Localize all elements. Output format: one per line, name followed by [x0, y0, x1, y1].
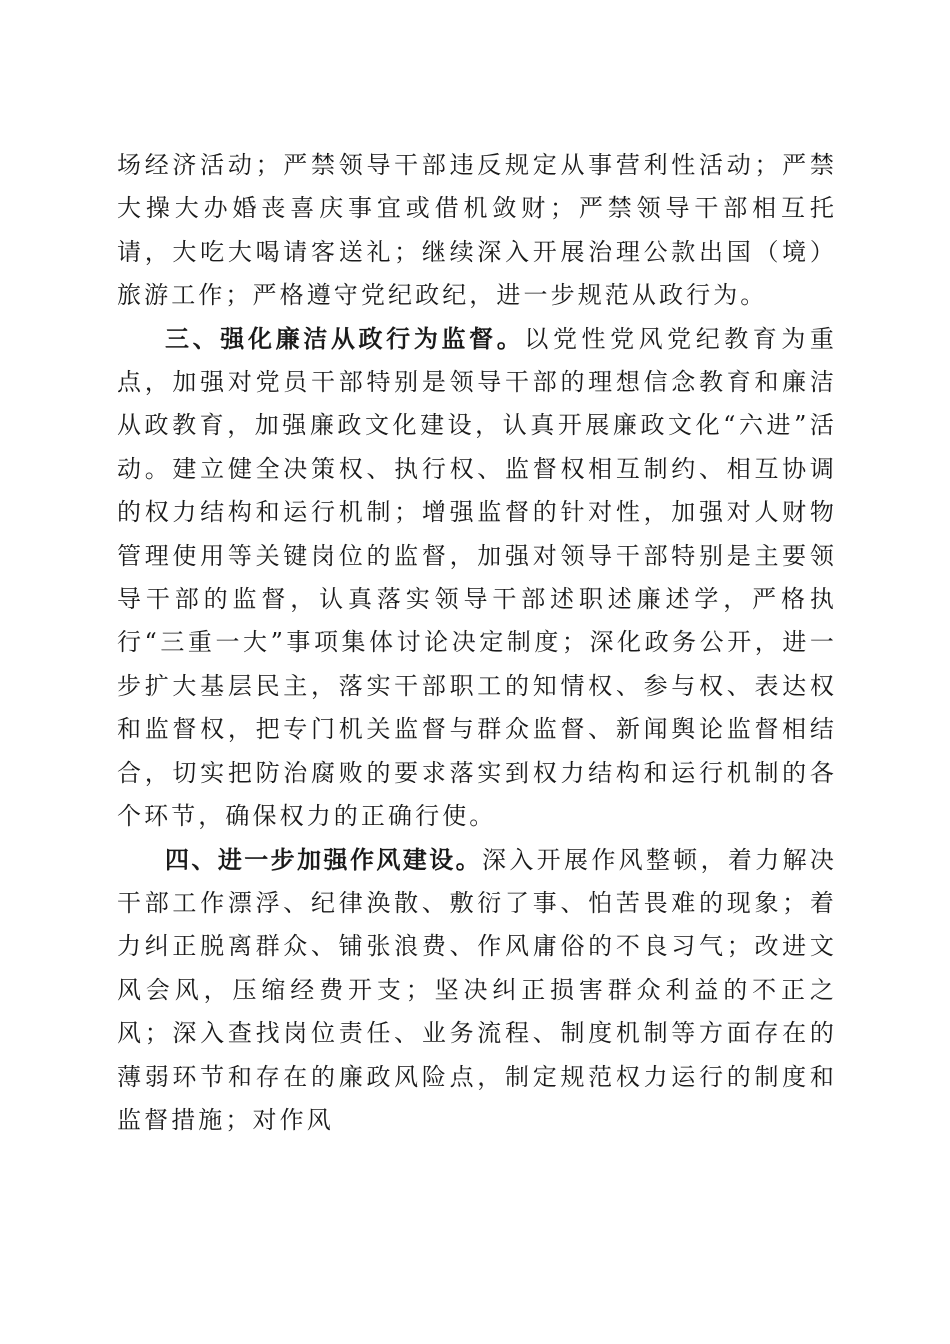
section-heading: 三、强化廉洁从政行为监督。: [165, 324, 525, 353]
paragraph-section-three: [117, 318, 837, 839]
paragraph-body-text: 深入开展作风整顿，着力解决干部工作漂浮、纪律涣散、敷衍了事、怕苦畏难的现象；着力纠正脱离群众、铺张浪费、作风庸俗的不良习气；改进文风会风，压缩经费开支；坚决纠正损害群众利益的不正之风；深入查找岗位责任、业务流程、制度机制等方面存在的薄弱环节和存在的廉政风险点，制定规范权力运行的制度和监督措施；对作风: [117, 845, 837, 1134]
paragraph-body-text: 以党性党风党纪教育为重点，加强对党员干部特别是领导干部的理想信念教育和廉洁从政教育，加强廉政文化建设，认真开展廉政文化“六进”活动。建立健全决策权、执行权、监督权相互制约、相互协调的权力结构和运行机制；增强监督的针对性，加强对人财物管理使用等关键岗位的监督，加强对领导干部特别是主要领导干部的监督，认真落实领导干部述职述廉述学，严格执行“三重一大”事项集体讨论决定制度；深化政务公开，进一步扩大基层民主，落实干部职工的知情权、参与权、表达权和监督权，把专门机关监督与群众监督、新闻舆论监督相结合，切实把防治腐败的要求落实到权力结构和运行机制的各个环节，确保权力的正确行使。: [117, 324, 837, 831]
paragraph-body-text: 场经济活动；严禁领导干部违反规定从事营利性活动；严禁大操大办婚丧喜庆事宜或借机敛财；严禁领导干部相互托请，大吃大喝请客送礼；继续深入开展治理公款出国（境）旅游工作；严格遵守党纪政纪，进一步规范从政行为。: [117, 151, 837, 310]
paragraph-section-four: [117, 839, 837, 1143]
document-body: [117, 144, 837, 1142]
section-heading: 四、进一步加强作风建设。: [165, 845, 483, 874]
paragraph-continuation: [117, 144, 837, 318]
